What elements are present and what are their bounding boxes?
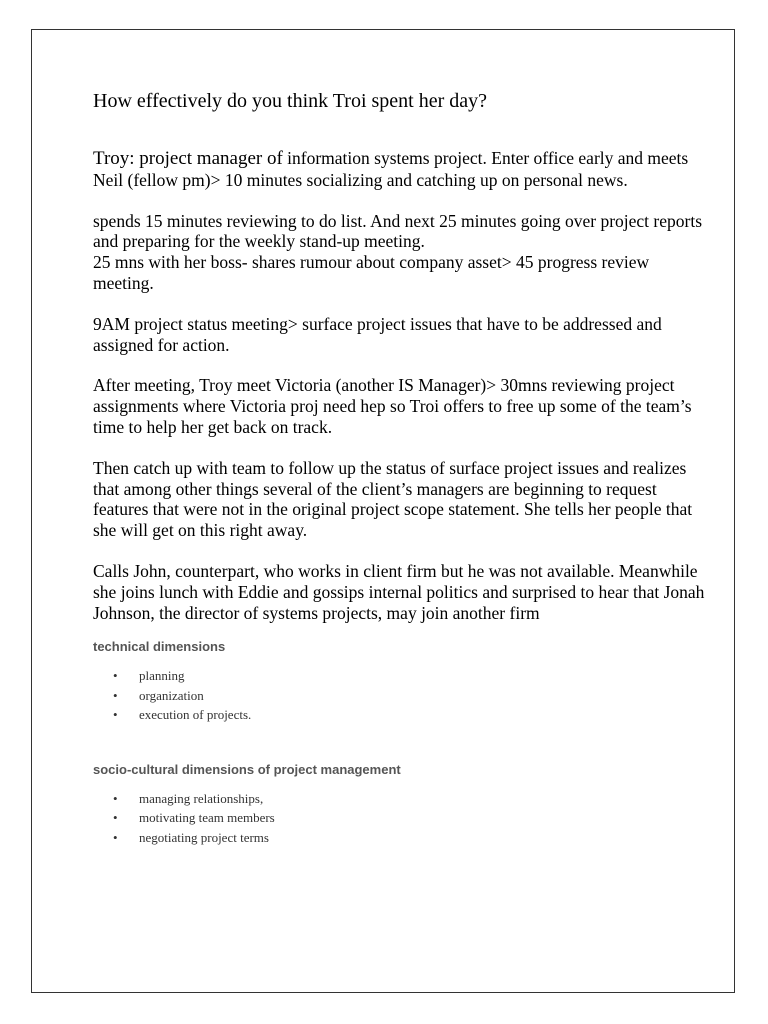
bullet-icon: • (113, 668, 118, 684)
bullet-icon: • (113, 790, 118, 806)
paragraph-review (93, 211, 713, 294)
page-title: How effectively do you think Troi spent her day? (93, 90, 488, 112)
review-line-2: 25 mns with her boss- shares rumour about company asset> 45 progress review meeting. (93, 252, 650, 293)
list-item: • execution of projects. (93, 705, 713, 725)
paragraph-status-meeting: 9AM project status meeting> surface project issues that have to be addressed and assigned for action. (93, 313, 662, 355)
bullet-icon: • (113, 810, 118, 826)
paragraph-troy (93, 148, 713, 191)
review-line-1: spends 15 minutes reviewing to do list. And next 25 minutes going over project reports and preparing for the weekly stand-up meeting. (93, 210, 703, 252)
bullet-icon: • (113, 687, 118, 703)
bullet-icon: • (113, 707, 118, 723)
paragraph-victoria: After meeting, Troy meet Victoria (another IS Manager)> 30mns reviewing project assignments where Victoria proj need hep so Troi offers to free up some of the team’s time to help her get back on track. (93, 375, 692, 437)
bullet-icon: • (113, 829, 118, 845)
list-item: • planning (93, 666, 713, 686)
document-page (31, 29, 735, 993)
technical-dimensions-list (93, 666, 713, 725)
list-item: • negotiating project terms (93, 828, 713, 848)
socio-cultural-dimensions-heading: socio-cultural dimensions of project management (93, 761, 401, 777)
paragraph-team: Then catch up with team to follow up the status of surface project issues and realizes that among other things several of the client’s managers are beginning to request features that were not in the original project scope statement. She tells her people that she will get on this right away. (93, 457, 693, 541)
technical-dimensions-heading: technical dimensions (93, 639, 226, 655)
document-content (93, 88, 713, 847)
list-item: • managing relationships, (93, 789, 713, 809)
troy-label: Troy: (93, 148, 135, 169)
paragraph-john: Calls John, counterpart, who works in client firm but he was not available. Meanwhile she joins lunch with Eddie and gossips internal politics and surprised to hear that Jonah Johnson, the director of systems projects, may join another firm (93, 560, 705, 623)
troy-role: project manager of (134, 148, 283, 169)
socio-cultural-dimensions-list (93, 789, 713, 848)
list-item: • organization (93, 686, 713, 706)
troy-text: information systems project. Enter office early and meets Neil (fellow pm)> 10 minutes socializing and catching up on personal news. (93, 148, 689, 190)
list-item: • motivating team members (93, 808, 713, 828)
